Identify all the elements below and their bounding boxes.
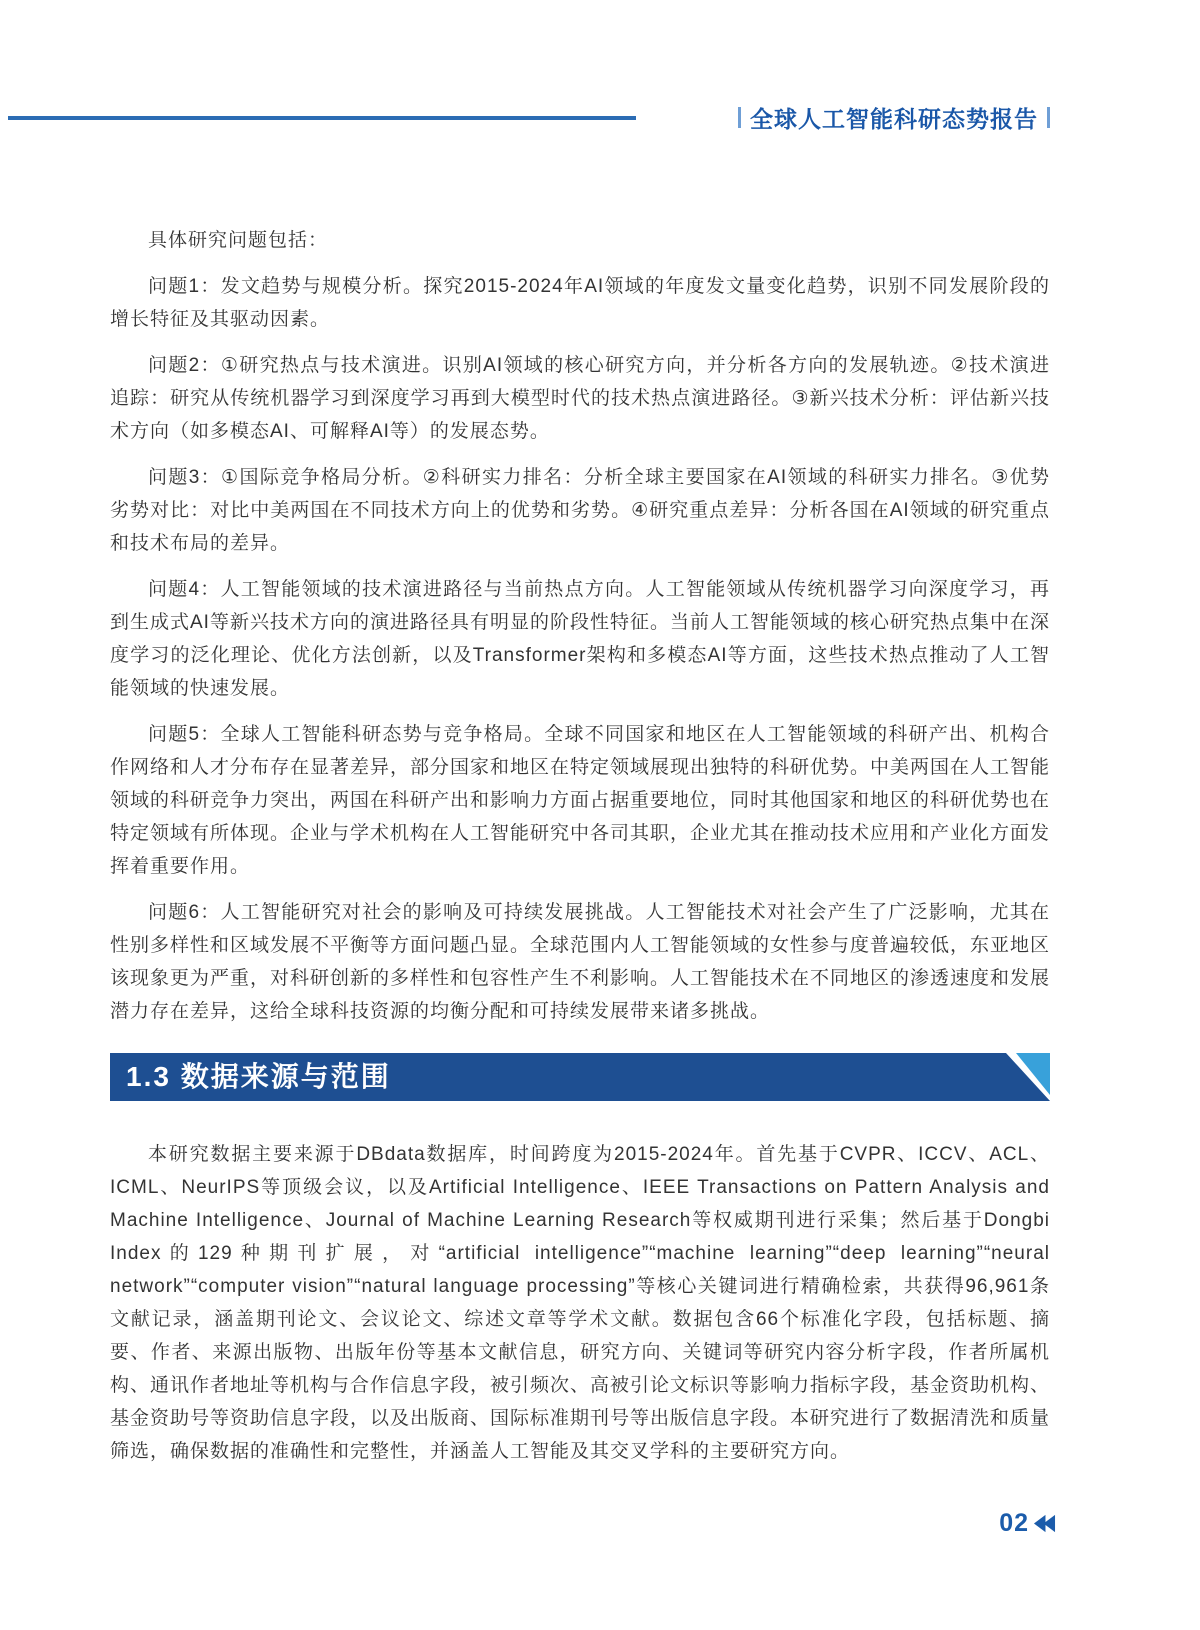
- paragraph-question-3: 问题3：①国际竞争格局分析。②科研实力排名：分析全球主要国家在AI领域的科研实力排名。③优势劣势对比：对比中美两国在不同技术方向上的优势和劣势。④研究重点差异：分析各国在AI领域的研究重点和技术布局的差异。: [110, 467, 1050, 554]
- paragraph-question-6: 问题6：人工智能研究对社会的影响及可持续发展挑战。人工智能技术对社会产生了广泛影响，尤其在性别多样性和区域发展不平衡等方面问题凸显。全球范围内人工智能领域的女性参与度普遍较低，东亚地区该现象更为严重，对科研创新的多样性和包容性产生不利影响。人工智能技术在不同地区的渗透速度和发展潜力存在差异，这给全球科技资源的均衡分配和可持续发展带来诸多挑战。: [110, 902, 1051, 1022]
- data-source-paragraph: 本研究数据主要来源于DBdata数据库，时间跨度为2015-2024年。首先基于CVPR、ICCV、ACL、ICML、NeurIPS等顶级会议，以及Artificial Intelligence、IEEE Transactions on Pattern Analysis and Machine Intelligence、Journal of Machine Learning Research等权威期刊进行采集；然后基于Dongbi Index的129种期刊扩展，对“artificial intelligence”“machine learning”“deep learning”“neural network”“computer vision”“natural language processing”等核心关键词进行精确检索，共获得96,961条文献记录，涵盖期刊论文、会议论文、综述文章等学术文献。数据包含66个标准化字段，包括标题、摘要、作者、来源出版物、出版年份等基本文献信息，研究方向、关键词等研究内容分析字段，作者所属机构、通讯作者地址等机构与合作信息字段，被引频次、高被引论文标识等影响力指标字段，基金资助机构、基金资助号等资助信息字段，以及出版商、国际标准期刊号等出版信息字段。本研究进行了数据清洗和质量筛选，确保数据的准确性和完整性，并涵盖人工智能及其交叉学科的主要研究方向。: [110, 1144, 1051, 1462]
- paragraph-question-5: 问题5：全球人工智能科研态势与竞争格局。全球不同国家和地区在人工智能领域的科研产出、机构合作网络和人才分布存在显著差异，部分国家和地区在特定领域展现出独特的科研优势。中美两国在人工智能领域的科研竞争力突出，两国在科研产出和影响力方面占据重要地位，同时其他国家和地区的科研优势也在特定领域有所体现。企业与学术机构在人工智能研究中各司其职，企业尤其在推动技术应用和产业化方面发挥着重要作用。: [110, 724, 1051, 877]
- header-title-group: [738, 101, 1050, 134]
- paragraph-question-1: 问题1：发文趋势与规模分析。探究2015-2024年AI领域的年度发文量变化趋势，识别不同发展阶段的增长特征及其驱动因素。: [110, 276, 1050, 330]
- header-rule: [8, 116, 636, 120]
- intro-line: 具体研究问题包括：: [148, 230, 329, 251]
- section-heading-banner: [110, 1053, 1050, 1101]
- section-heading: 1.3 数据来源与范围: [126, 1061, 391, 1092]
- report-title: 全球人工智能科研态势报告: [750, 106, 1038, 132]
- footer-logo-icon: [1033, 1512, 1056, 1535]
- page-header: [0, 0, 1200, 134]
- page-content: [110, 134, 1050, 1468]
- paragraph-question-4: 问题4：人工智能领域的技术演进路径与当前热点方向。人工智能领域从传统机器学习向深度学习，再到生成式AI等新兴技术方向的演进路径具有明显的阶段性特征。当前人工智能领域的核心研究热点集中在深度学习的泛化理论、优化方法创新，以及Transformer架构和多模态AI等方面，这些技术热点推动了人工智能领域的快速发展。: [110, 579, 1050, 699]
- title-divider-right: [1047, 107, 1050, 128]
- page-number: 02: [999, 1509, 1029, 1537]
- paragraph-question-2: 问题2：①研究热点与技术演进。识别AI领域的核心研究方向，并分析各方向的发展轨迹。②技术演进追踪：研究从传统机器学习到深度学习再到大模型时代的技术热点演进路径。③新兴技术分析：评估新兴技术方向（如多模态AI、可解释AI等）的发展态势。: [110, 355, 1050, 442]
- title-divider-left: [738, 107, 741, 128]
- page-footer: [999, 1509, 1056, 1538]
